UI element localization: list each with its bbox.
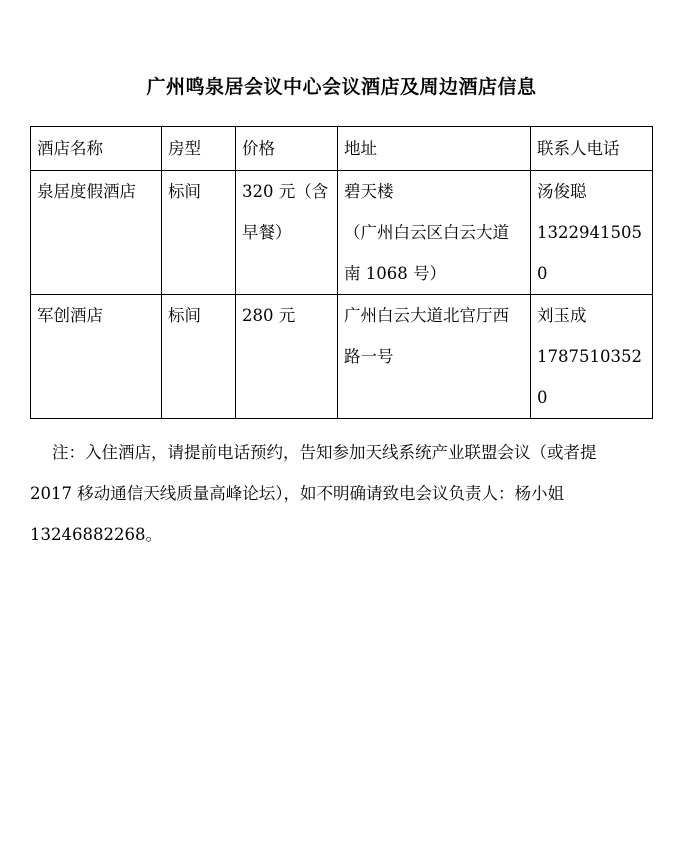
address-cell — [338, 171, 531, 295]
address-line: 广州白云大道北官厅西路一号 — [344, 306, 509, 366]
room-type-cell: 标间 — [162, 295, 236, 419]
address-cell — [338, 295, 531, 419]
hotel-name-cell: 泉居度假酒店 — [31, 171, 162, 295]
header-contact: 联系人电话 — [531, 127, 653, 171]
price-cell: 320 元（含早餐） — [236, 171, 338, 295]
header-room-type: 房型 — [162, 127, 236, 171]
price-cell: 280 元 — [236, 295, 338, 419]
table-row — [31, 295, 653, 419]
contact-cell — [531, 171, 653, 295]
hotel-name-cell: 军创酒店 — [31, 295, 162, 419]
note-paragraph: 注：入住酒店，请提前电话预约，告知参加天线系统产业联盟会议（或者提 2017 移动通信天线质量高峰论坛），如不明确请致电会议负责人：杨小姐 13246882268。 — [30, 443, 597, 544]
header-price: 价格 — [236, 127, 338, 171]
address-line: （广州白云区白云大道南 1068 号） — [344, 223, 509, 283]
table-header-row — [31, 127, 653, 171]
contact-name: 汤俊聪 — [537, 182, 587, 201]
page-title: 广州鸣泉居会议中心会议酒店及周边酒店信息 — [146, 76, 537, 98]
table-row — [31, 171, 653, 295]
address-line: 碧天楼 — [344, 182, 394, 201]
contact-phone: 17875103520 — [537, 347, 642, 407]
header-address: 地址 — [338, 127, 531, 171]
contact-name: 刘玉成 — [537, 306, 587, 325]
hotel-table — [30, 126, 653, 419]
header-hotel-name: 酒店名称 — [31, 127, 162, 171]
contact-phone: 13229415050 — [537, 223, 642, 283]
contact-cell — [531, 295, 653, 419]
room-type-cell: 标间 — [162, 171, 236, 295]
